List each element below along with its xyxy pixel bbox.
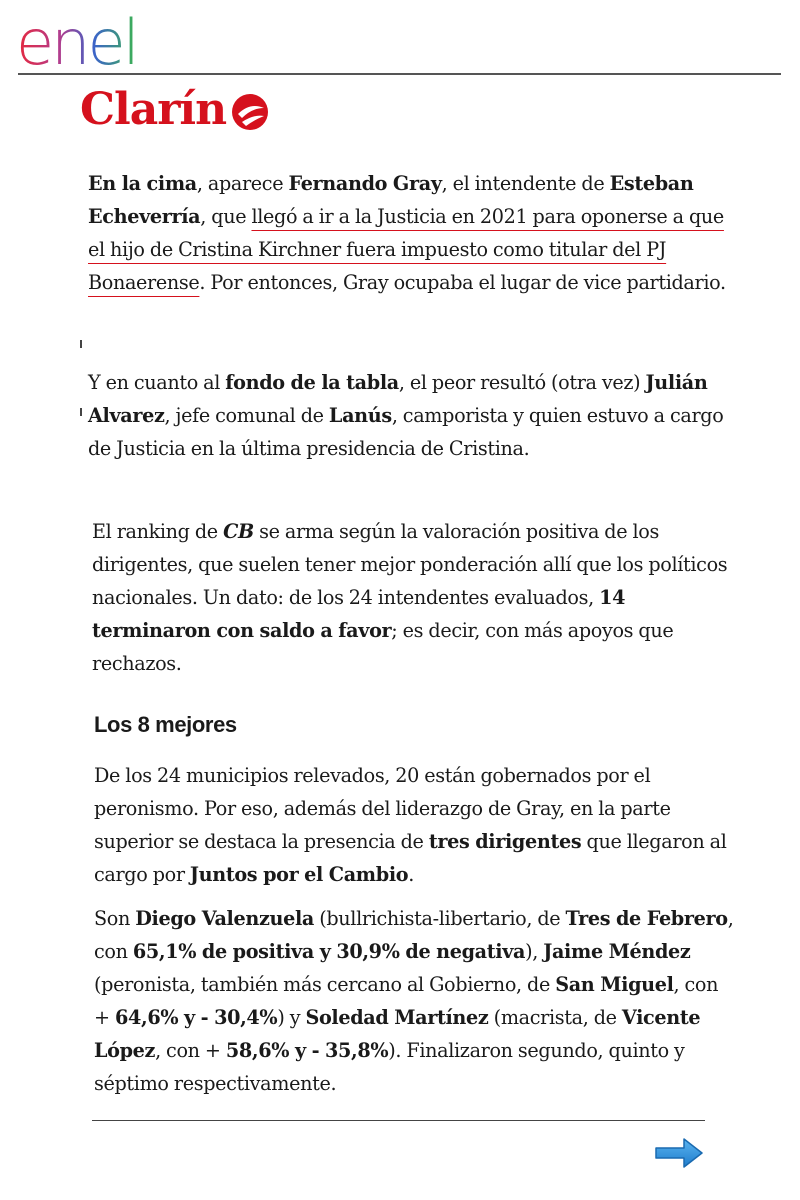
bold-text: Esteban Echeverría: [88, 172, 694, 228]
text: . Por entonces, Gray ocupaba el lugar de vice partidario.: [199, 271, 726, 294]
ad-divider: [18, 73, 781, 75]
bold-text: Diego Valenzuela: [135, 907, 314, 930]
bold-text: 64,6% y - 30,4%: [114, 1006, 278, 1029]
bold-text: Tres de Febrero: [565, 907, 728, 930]
text: se arma según la valoración positiva de los dirigentes, que suelen tener mejor ponderación allí que los políticos nacionales. Un dato: de los 24 intendentes evaluados,: [92, 520, 728, 609]
article-paragraph-4: [94, 759, 734, 891]
text: , con: [94, 907, 734, 963]
margin-mark: [80, 340, 82, 348]
text: , jefe comunal de: [164, 404, 329, 427]
bold-text: Vicente López: [94, 1006, 701, 1062]
text: , con +: [94, 973, 719, 1029]
article-paragraph-2: [88, 366, 728, 465]
enel-logo[interactable]: [16, 4, 192, 72]
bold-text: Soledad Martínez: [305, 1006, 489, 1029]
bold-text: Julián Alvarez: [88, 371, 708, 427]
bold-text: Fernando Gray: [288, 172, 442, 195]
enel-logo-text: enel: [16, 6, 137, 72]
text: ). Finalizaron segundo, quinto y séptimo respectivamente.: [94, 1039, 685, 1095]
text: (macrista, de: [488, 1006, 622, 1029]
text: , que: [200, 205, 252, 228]
text: De los 24 municipios relevados, 20 están gobernados por el peronismo. Por eso, además del liderazgo de Gray, en la parte superior se destaca la presencia de: [94, 764, 671, 853]
bottom-divider: [92, 1120, 705, 1121]
text: Y en cuanto al: [88, 371, 226, 394]
bold-text: tres dirigentes: [428, 830, 582, 853]
bold-text: 65,1% de positiva y 30,9% de negativa: [132, 940, 526, 963]
bold-text: 14 terminaron con saldo a favor: [92, 586, 626, 642]
text: (peronista, también más cercano al Gobierno, de: [94, 973, 556, 996]
bold-text: Lanús: [328, 404, 392, 427]
clarin-masthead[interactable]: [80, 84, 270, 135]
article-paragraph-3: [92, 515, 732, 680]
next-arrow-icon[interactable]: [654, 1136, 704, 1170]
text: .: [408, 863, 414, 886]
text: , con +: [155, 1039, 226, 1062]
clarin-logo-icon: [230, 92, 270, 132]
margin-mark: [80, 408, 82, 416]
article-link[interactable]: llegó a ir a la Justicia en 2021 para oponerse a que el hijo de Cristina Kirchner fuera impuesto como titular del PJ Bonaerense: [88, 205, 724, 294]
text: , aparece: [196, 172, 289, 195]
bold-text: En la cima: [88, 172, 197, 195]
bold-text: Jaime Méndez: [543, 940, 691, 963]
bold-italic-text: CB: [223, 520, 254, 543]
text: que llegaron al cargo por: [94, 830, 727, 886]
section-heading: Los 8 mejores: [94, 712, 237, 737]
text: El ranking de: [92, 520, 224, 543]
bold-text: Juntos por el Cambio: [189, 863, 409, 886]
text: Son: [94, 907, 136, 930]
article-paragraph-1: [88, 167, 728, 299]
text: , camporista y quien estuvo a cargo de Justicia en la última presidencia de Cristina.: [88, 404, 724, 460]
bold-text: 58,6% y - 35,8%: [225, 1039, 389, 1062]
text: , el intendente de: [441, 172, 610, 195]
clarin-logo-text: Clarín: [80, 84, 227, 135]
text: (bullrichista-libertario, de: [313, 907, 566, 930]
text: ; es decir, con más apoyos que rechazos.: [92, 619, 674, 675]
bold-text: fondo de la tabla: [225, 371, 399, 394]
text: ),: [525, 940, 544, 963]
text: ) y: [277, 1006, 306, 1029]
bold-text: San Miguel: [555, 973, 674, 996]
text: , el peor resultó (otra vez): [398, 371, 646, 394]
article-paragraph-5: [94, 902, 734, 1100]
